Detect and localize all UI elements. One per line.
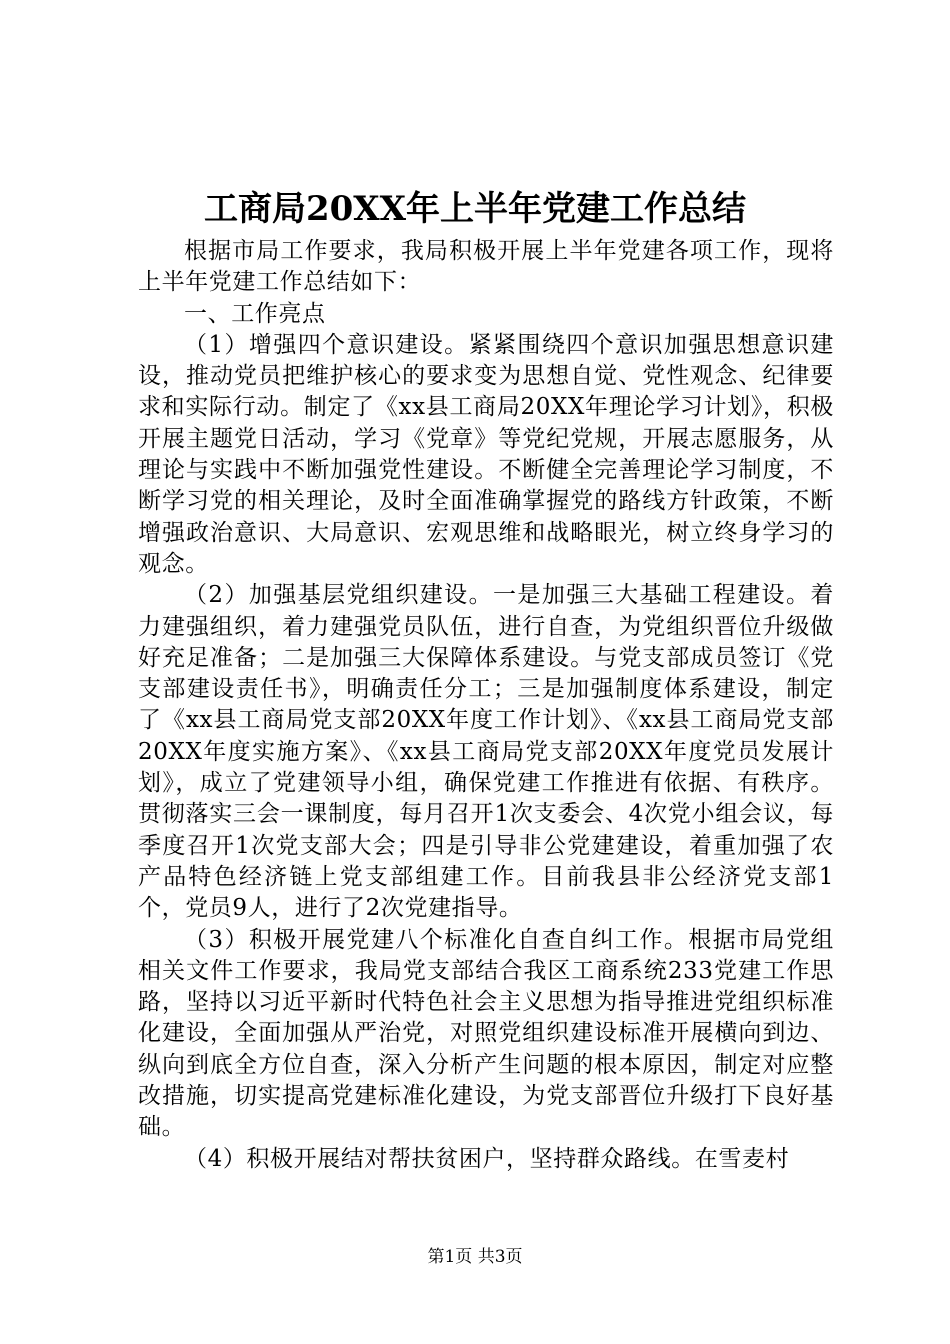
- page-footer: 第1页 共3页: [427, 1247, 523, 1267]
- intro-paragraph: 根据市局工作要求，我局积极开展上半年党建各项工作，现将上半年党建工作总结如下：: [138, 238, 834, 296]
- document-title: 工商局20XX年上半年党建工作总结: [203, 189, 747, 229]
- body-paragraph: （1）增强四个意识建设。紧紧围绕四个意识加强思想意识建设，推动党员把维护核心的要求变为思想自觉、党性观念、纪律要求和实际行动。制定了《xx县工商局20XX年理论学习计划》，积极开展主题党日活动，学习《党章》等党纪党规，开展志愿服务，从理论与实践中不断加强党性建设。不断健全完善理论学习制度，不断学习党的相关理论，及时全面准确掌握党的路线方针政策，不断增强政治意识、大局意识、宏观思维和战略眼光，树立终身学习的观念。: [138, 331, 834, 577]
- body-paragraph: （3）积极开展党建八个标准化自查自纠工作。根据市局党组相关文件工作要求，我局党支部结合我区工商系统233党建工作思路，坚持以习近平新时代特色社会主义思想为指导推进党组织标准化建设，全面加强从严治党，对照党组织建设标准开展横向到边、纵向到底全方位自查，深入分析产生问题的根本原因，制定对应整改措施，切实提高党建标准化建设，为党支部晋位升级打下良好基础。: [138, 926, 834, 1141]
- document-body: [138, 236, 834, 1175]
- body-paragraph: （4）积极开展结对帮扶贫困户，坚持群众路线。在雪麦村: [184, 1145, 790, 1172]
- section-heading: 一、工作亮点: [184, 300, 326, 327]
- body-paragraph: （2）加强基层党组织建设。一是加强三大基础工程建设。着力建强组织，着力建强党员队伍，进行自查，为党组织晋位升级做好充足准备；二是加强三大保障体系建设。与党支部成员签订《党支部建设责任书》，明确责任分工；三是加强制度体系建设，制定了《xx县工商局党支部20XX年度工作计划》、《xx县工商局党支部20XX年度实施方案》、《xx县工商局党支部20XX年度党员发展计划》，成立了党建领导小组，确保党建工作推进有依据、有秩序。贯彻落实三会一课制度，每月召开1次支委会、4次党小组会议，每季度召开1次党支部大会；四是引导非公党建建设，着重加强了农产品特色经济链上党支部组建工作。目前我县非公经济党支部1个，党员9人，进行了2次党建指导。: [138, 582, 834, 922]
